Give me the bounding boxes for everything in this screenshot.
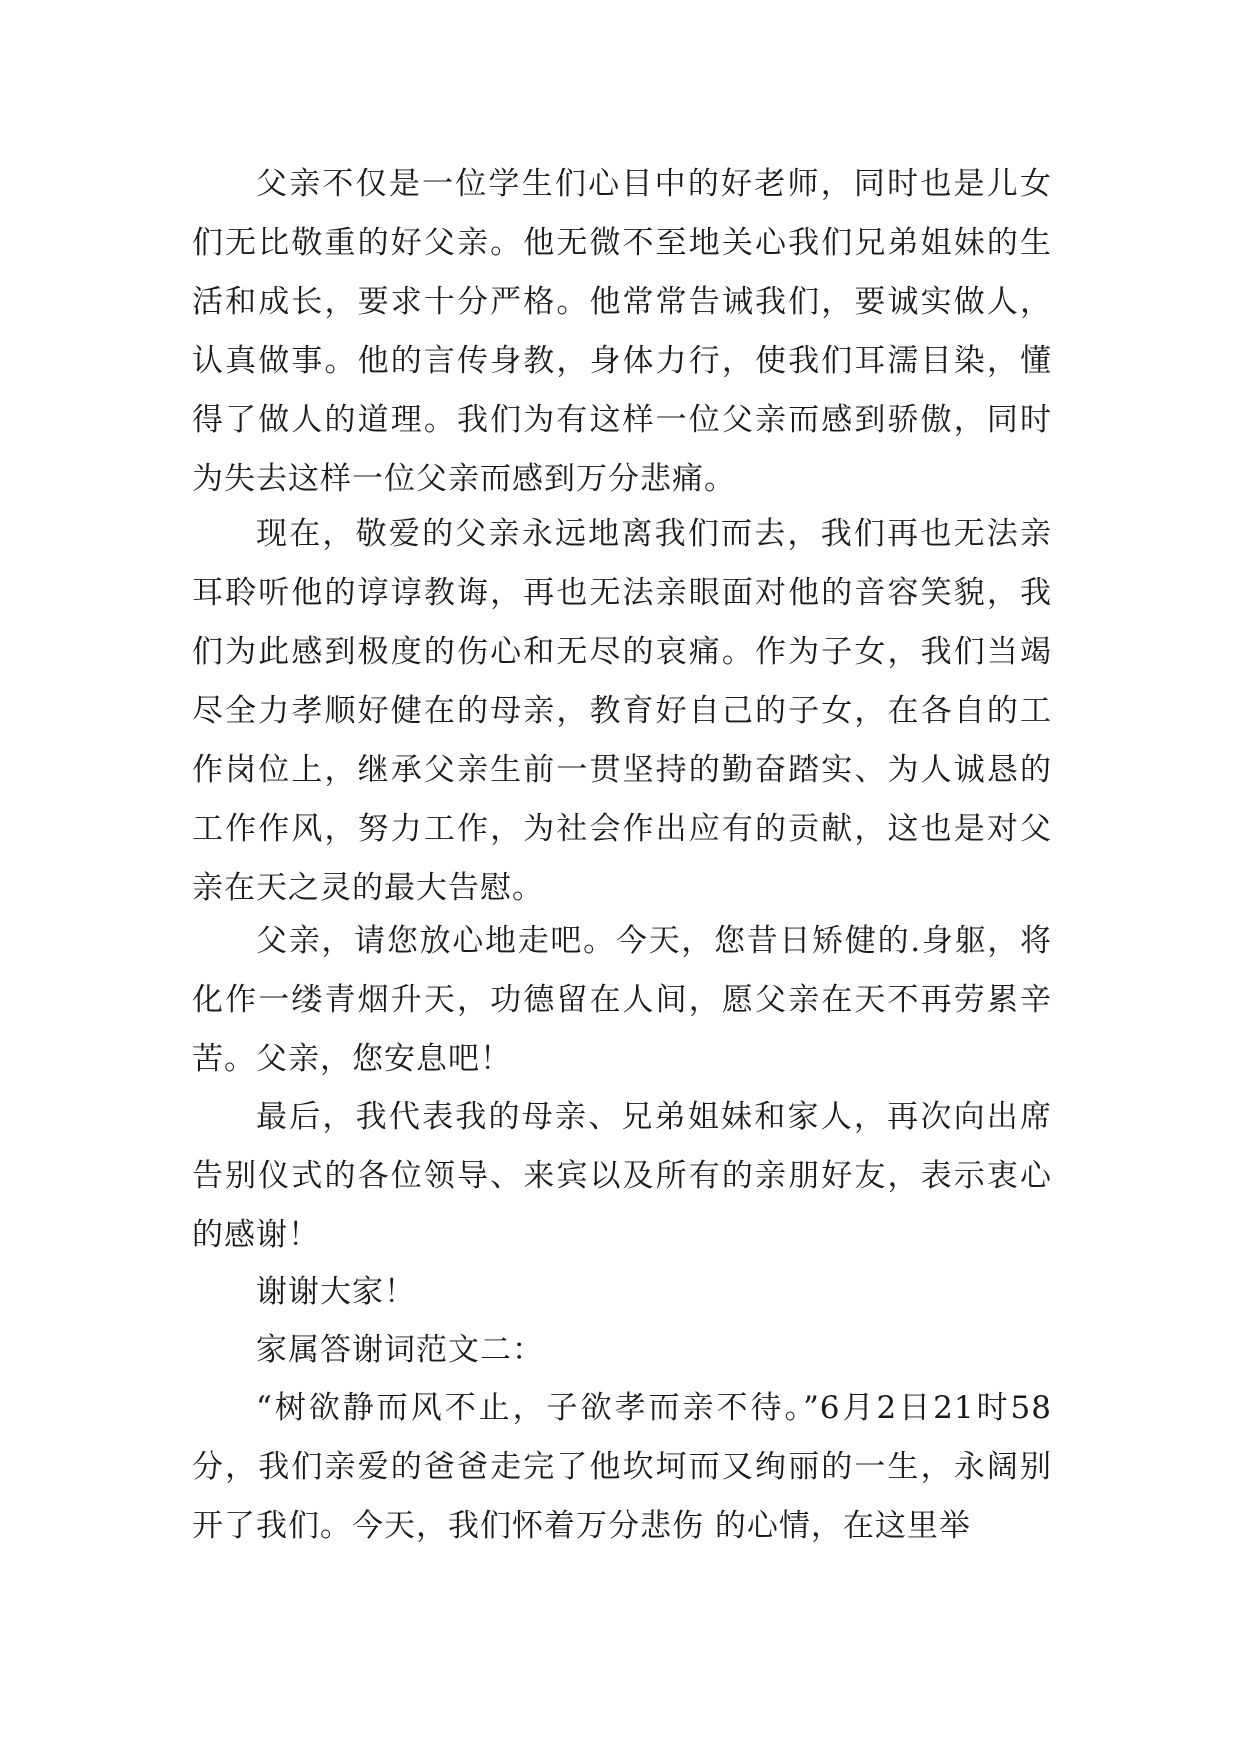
paragraph-sample-two-opening: “树欲静而风不止，子欲孝而亲不待。”6月2日21时58分，我们亲爱的爸爸走完了他坎坷而又绚丽的一生，永阔别开了我们。今天，我们怀着万分悲伤 的心情，在这里举 <box>192 1390 1052 1544</box>
paragraph-thank-you: 谢谢大家！ <box>256 1274 416 1310</box>
section-heading-sample-two: 家属答谢词范文二： <box>256 1332 544 1368</box>
paragraph-rest-in-peace: 父亲，请您放心地走吧。今天，您昔日矫健的.身躯，将化作一缕青烟升天，功德留在人间，愿父亲在天不再劳累辛苦。父亲，您安息吧！ <box>192 923 1052 1077</box>
paragraph-thanks-guests: 最后，我代表我的母亲、兄弟姐妹和家人，再次向出席告别仪式的各位领导、来宾以及所有的亲朋好友，表示衷心的感谢！ <box>192 1099 1052 1253</box>
paragraph-father-passed-away: 现在，敬爱的父亲永远地离我们而去，我们再也无法亲耳聆听他的谆谆教诲，再也无法亲眼面对他的音容笑貌，我们为此感到极度的伤心和无尽的哀痛。作为子女，我们当竭尽全力孝顺好健在的母亲，教育好自己的子女，在各自的工作岗位上，继承父亲生前一贯坚持的勤奋踏实、为人诚恳的工作作风，努力工作，为社会作出应有的贡献，这也是对父亲在天之灵的最大告慰。 <box>192 516 1052 906</box>
paragraph-father-teacher: 父亲不仅是一位学生们心目中的好老师，同时也是儿女们无比敬重的好父亲。他无微不至地关心我们兄弟姐妹的生活和成长，要求十分严格。他常常告诫我们，要诚实做人，认真做事。他的言传身教，身体力行，使我们耳濡目染，懂得了做人的道理。我们为有这样一位父亲而感到骄傲，同时为失去这样一位父亲而感到万分悲痛。 <box>192 166 1052 497</box>
